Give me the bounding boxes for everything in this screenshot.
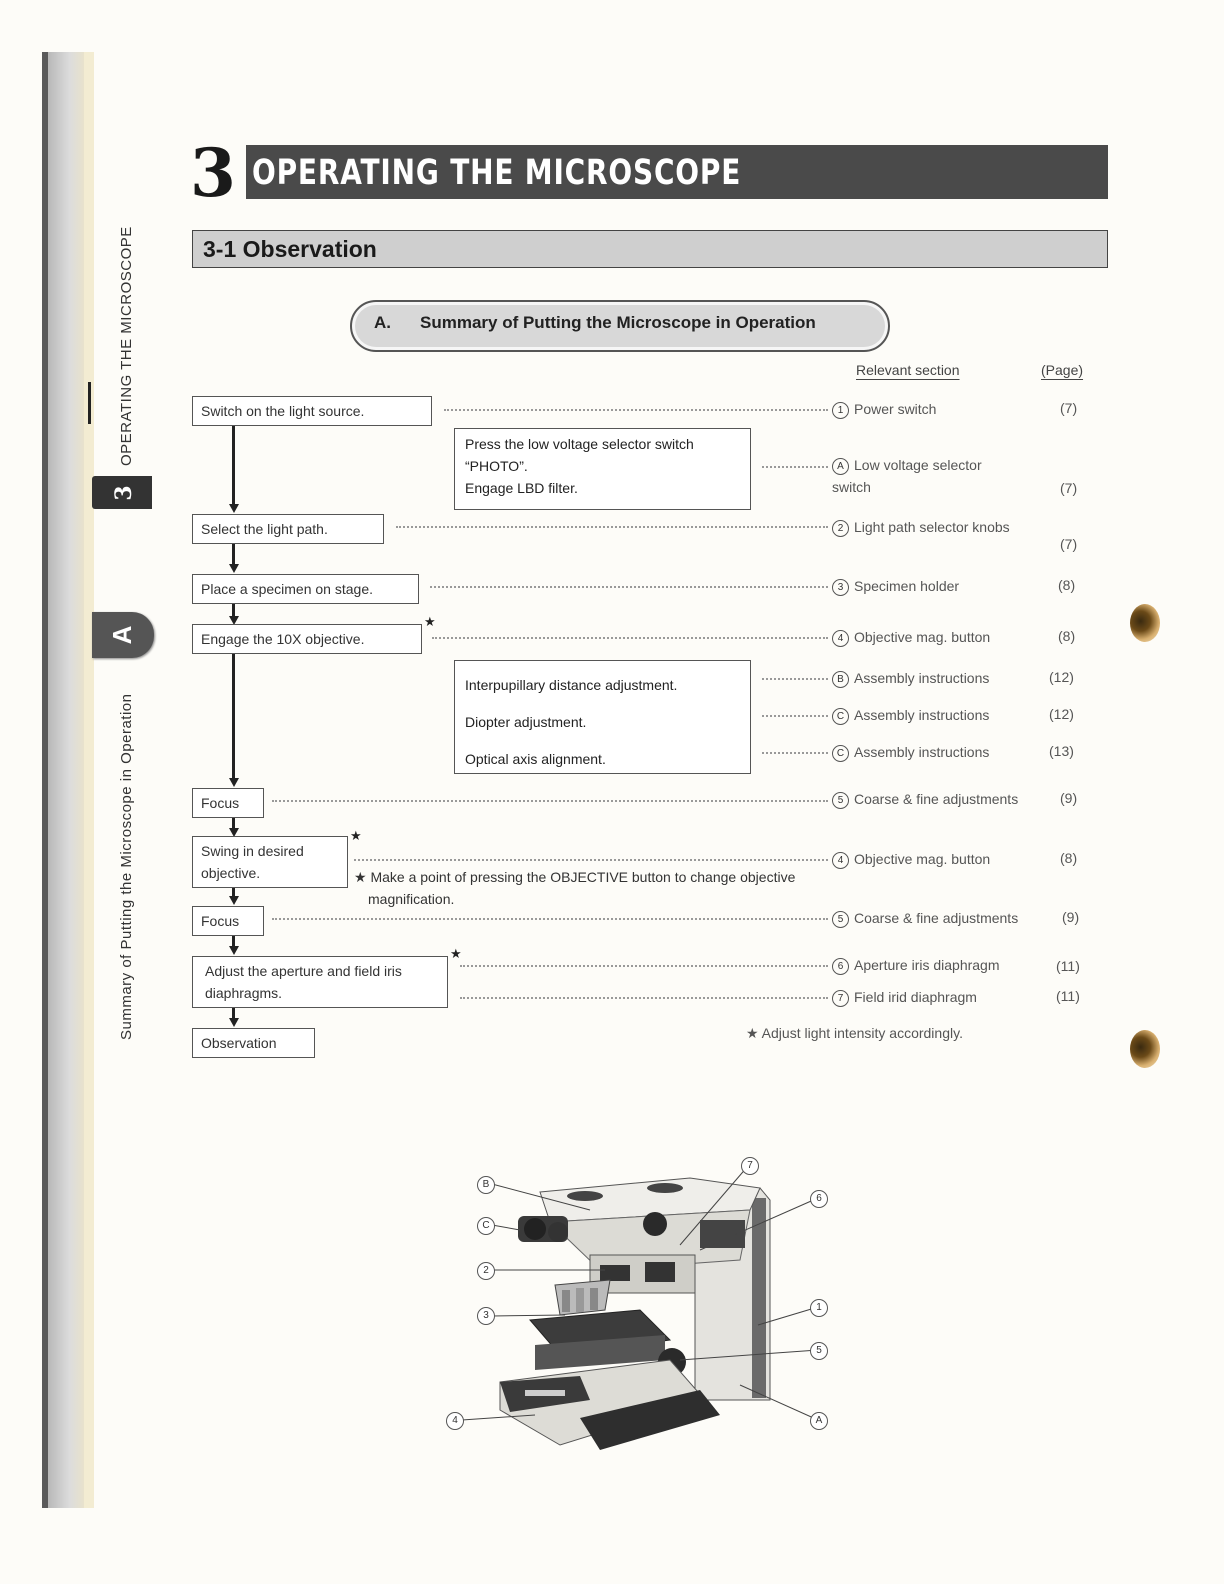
column-header-relevant: Relevant section [856, 362, 960, 378]
ref-text: Objective mag. button [854, 629, 991, 645]
ref-text: Aperture iris diaphragm [854, 957, 1000, 973]
flow-line [232, 542, 235, 564]
step-focus-2: Focus [192, 906, 264, 936]
leader-dots [460, 997, 828, 999]
figure-label: 2 [477, 1262, 495, 1280]
ref-page: (12) [1049, 706, 1074, 722]
ref-text: Coarse & fine adjustments [854, 910, 1019, 926]
section-title: 3-1 Observation [203, 236, 377, 262]
ref-mark: C [832, 708, 849, 725]
ref-light-path [832, 516, 1022, 538]
step-place-specimen: Place a specimen on stage. [192, 574, 419, 604]
ref-aperture-iris [832, 954, 1000, 976]
ref-mark: B [832, 671, 849, 688]
ref-mark: 3 [832, 579, 849, 596]
ref-mark: A [832, 458, 849, 475]
figure-label: A [810, 1412, 828, 1430]
note-light-intensity: ★ Adjust light intensity accordingly. [746, 1025, 963, 1041]
step-swing-objective: Swing in desired objective. [192, 836, 348, 888]
step-light-path: Select the light path. [192, 514, 384, 544]
ref-mark: 4 [832, 630, 849, 647]
chapter-tab-number: 3 [111, 485, 137, 501]
ref-page: (9) [1062, 909, 1080, 925]
ref-text: Assembly instructions [854, 707, 990, 723]
ref-page: (13) [1049, 743, 1074, 759]
subsection-title: Summary of Putting the Microscope in Operation [420, 313, 816, 332]
note-align-line-3: Optical axis alignment. [465, 751, 606, 767]
ref-page: (7) [1060, 480, 1078, 496]
figure-label: C [477, 1217, 495, 1235]
note-photo-line-2: “PHOTO”. [465, 458, 528, 474]
flow-arrow [229, 946, 239, 955]
ref-text: Objective mag. button [854, 851, 991, 867]
subsection-letter: A. [374, 313, 391, 332]
leader-dots [762, 466, 828, 468]
note-align-line-2: Diopter adjustment. [465, 714, 587, 730]
ref-text: Light path selector knobs [854, 519, 1010, 535]
chapter-number: 3 [190, 134, 234, 212]
page-margin [84, 52, 94, 1508]
flow-arrow [229, 504, 239, 513]
note-photo-line-1: Press the low voltage selector switch [465, 436, 694, 452]
ref-objective-button-2 [832, 848, 990, 870]
step-adjust-diaphragms: Adjust the aperture and field iris diaphragms. [192, 956, 448, 1008]
ref-coarse-fine [832, 788, 1018, 810]
ref-low-voltage [832, 454, 1022, 498]
flow-arrow [229, 778, 239, 787]
flow-line [232, 424, 235, 504]
leader-dots [762, 678, 828, 680]
binding-edge-shade [48, 52, 84, 1508]
note-photo-box [454, 428, 751, 510]
figure-label: 1 [810, 1299, 828, 1317]
step-engage-objective: Engage the 10X objective. [192, 624, 422, 654]
figure-label: 5 [810, 1342, 828, 1360]
section-tab-letter: A [107, 625, 137, 645]
ref-mark: 5 [832, 792, 849, 809]
ref-page: (8) [1058, 628, 1076, 644]
side-chapter-label: OPERATING THE MICROSCOPE [118, 226, 135, 466]
step-switch-on: Switch on the light source. [192, 396, 432, 426]
leader-dots [272, 918, 828, 920]
ref-objective-button [832, 626, 990, 648]
leader-dots [272, 800, 828, 802]
step-focus: Focus [192, 788, 264, 818]
ref-text: Low voltage selector switch [832, 457, 982, 495]
ref-page: (8) [1060, 850, 1078, 866]
ref-mark: C [832, 745, 849, 762]
leader-dots [430, 586, 828, 588]
figure-label: 6 [810, 1190, 828, 1208]
ref-text: Coarse & fine adjustments [854, 791, 1019, 807]
flow-arrow [229, 1018, 239, 1027]
ref-mark: 2 [832, 520, 849, 537]
flow-line [232, 602, 235, 616]
note-align-line-1: Interpupillary distance adjustment. [465, 677, 678, 693]
flow-arrow [229, 896, 239, 905]
ref-mark: 6 [832, 958, 849, 975]
leader-dots [762, 752, 828, 754]
figure-label: 4 [446, 1412, 464, 1430]
ref-text: Specimen holder [854, 578, 960, 594]
ref-text: Assembly instructions [854, 670, 990, 686]
ref-page: (12) [1049, 669, 1074, 685]
ref-power-switch [832, 398, 936, 420]
ref-text: Field irid diaphragm [854, 989, 977, 1005]
edge-mark [88, 382, 91, 424]
leader-dots [762, 715, 828, 717]
flow-line [232, 652, 235, 778]
ref-text: Power switch [854, 401, 937, 417]
ref-mark: 1 [832, 402, 849, 419]
figure-label: B [477, 1176, 495, 1194]
ref-assembly-c2 [832, 741, 989, 763]
leader-dots [432, 637, 828, 639]
ref-page: (11) [1056, 988, 1080, 1004]
note-objective-button: ★ Make a point of pressing the OBJECTIVE button to change objective magnification. [354, 869, 796, 907]
ref-page: (7) [1060, 400, 1078, 416]
leader-dots [460, 965, 828, 967]
figure-label: 3 [477, 1307, 495, 1325]
flow-arrow [229, 564, 239, 573]
leader-dots [444, 409, 828, 411]
microscope-figure [440, 1150, 840, 1470]
figure-label: 7 [741, 1157, 759, 1175]
ref-mark: 7 [832, 990, 849, 1007]
side-section-label: Summary of Putting the Microscope in Operation [118, 693, 135, 1040]
ref-assembly-b [832, 667, 989, 689]
star-marker: ★ [424, 614, 436, 629]
microscope-illustration [440, 1150, 840, 1470]
ref-text: Assembly instructions [854, 744, 990, 760]
ref-specimen-holder [832, 575, 959, 597]
ref-page: (7) [1060, 536, 1078, 552]
ref-mark: 4 [832, 852, 849, 869]
star-marker: ★ [450, 946, 462, 961]
ref-page: (8) [1058, 577, 1076, 593]
binder-hole [1130, 604, 1160, 642]
ref-page: (11) [1056, 958, 1080, 974]
note-photo-line-3: Engage LBD filter. [465, 480, 578, 496]
leader-dots [354, 859, 828, 861]
ref-field-iris [832, 986, 977, 1008]
ref-page: (9) [1060, 790, 1078, 806]
ref-mark: 5 [832, 911, 849, 928]
ref-coarse-fine-2 [832, 907, 1018, 929]
star-marker: ★ [350, 828, 362, 843]
column-header-page: (Page) [1041, 362, 1084, 378]
leader-dots [396, 526, 828, 528]
binder-hole [1130, 1030, 1160, 1068]
step-observation: Observation [192, 1028, 315, 1058]
ref-assembly-c1 [832, 704, 989, 726]
note-alignment-box [454, 660, 751, 774]
chapter-title: OPERATING THE MICROSCOPE [252, 153, 742, 193]
